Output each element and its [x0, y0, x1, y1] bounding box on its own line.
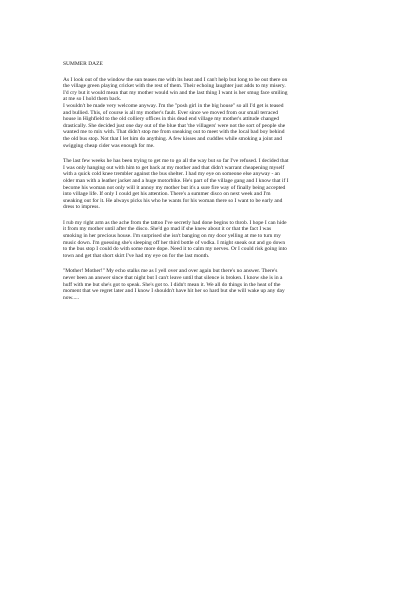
document-body [63, 61, 363, 310]
paragraph-4: "Mother! Mother!" My echo stalks me as I yell over and over again but there's no answer. There's never been an answer since that night but I can't leave until that silence is broken. I know she is in a huff with me but she's got to speak. She's got to. I didn't mean it. We all do things in the heat of the moment that we regret later and I know I shouldn't have hit her so hard but she will wake up any day now..... [63, 268, 285, 301]
paragraph-1: As I look out of the window the sun teases me with its heat and I can't help but long to be out there on the village green playing cricket with the rest of them. Their echoing laughter just adds to my misery. I'd cry but it would mean that my mother would win and the last thing I want is her smug face smiling at me so I hold them back. I wouldn't be made very welcome anyway. I'm the "posh girl in the big house" so all I'd get is teased and bullied. This, of course is all my mother's fault. Ever since we moved from our small terraced house in Highfield to the old colliery offices in this dead end village my mother's attitude changed drastically. She decided just one day out of the blue that 'the villagers' were not the sort of people she wanted me to mix with. That didn't stop me from sneaking out to meet with the local bad boy behind the old bus stop. Not that I let him do anything. A few kisses and cuddles while smoking a joint and swigging cheap cider was enough for me. [63, 76, 288, 149]
paragraph-2: The last few weeks he has been trying to get me to go all the way but so far I've refused. I decided that I was only hanging out with him to get back at my mother and that didn't warrant cheapening myself with a quick cold knee trembler against the bus shelter. I had my eye on someone else anyway - an older man with a leather jacket and a huge motorbike. He's part of the village gang and I know that if I become his woman not only will it annoy my mother but it's a sure fire way of finally being accepted into village life. If only I could get his attention. There's a summer disco on next week and I'm sneaking out for it. He always picks his who he wants for his woman there so I want to be early and dress to impress. [63, 158, 289, 211]
document-title: SUMMER DAZE [63, 61, 103, 67]
paragraph-3: I rub my right arm as the ache from the tattoo I've secretly had done begins to throb. I hope I can hide it from my mother until after the disco. She'd go mad if she knew about it or that the fact I was smoking in her precious house. I'm surprised she isn't banging on my door yelling at me to turn my music down. I'm guessing she's sleeping off her third bottle of vodka. I might sneak out and go down to the bus stop I could do with some more dope. Need it to calm my nerves. Or I could risk going into town and get that short skirt I've had my eye on for the last month. [63, 219, 287, 259]
